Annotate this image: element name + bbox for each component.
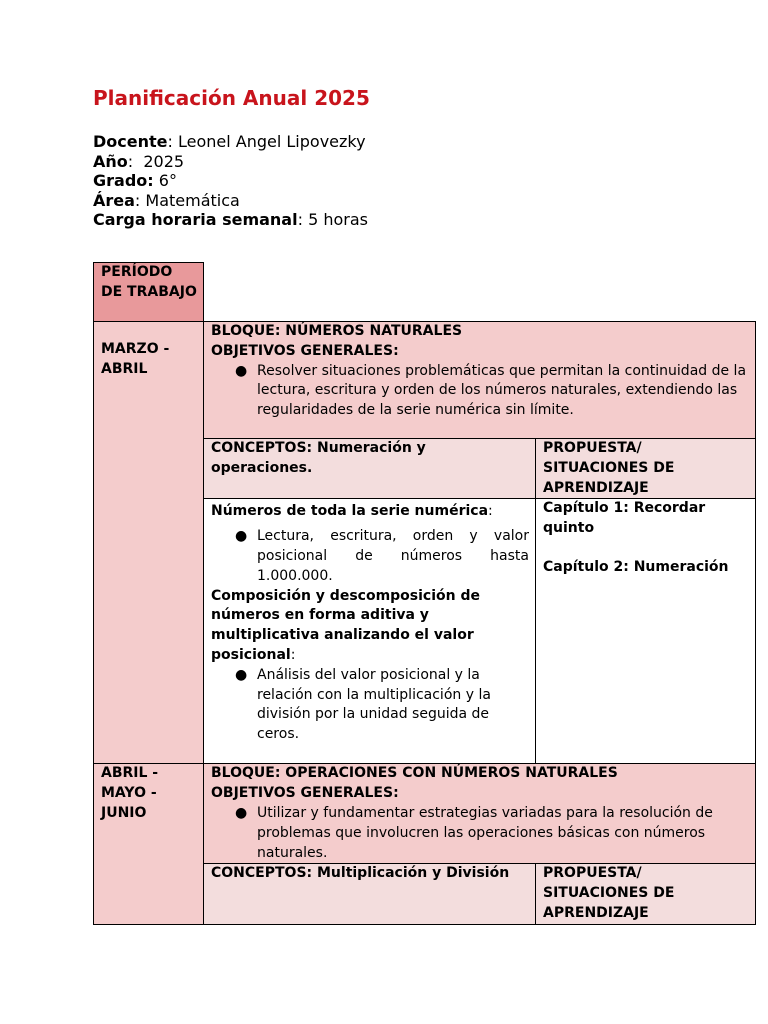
period-cell: MARZO - ABRIL (94, 322, 204, 764)
meta-sep: : (297, 210, 309, 230)
objetivos-label: OBJETIVOS GENERALES: (211, 785, 399, 802)
topic-list (211, 527, 529, 586)
chapter-item: Capítulo 1: Recordar quinto (543, 500, 706, 537)
meta-anio (93, 152, 755, 172)
planning-table (93, 262, 756, 925)
meta-label: Grado: (93, 171, 154, 191)
topic-heading (211, 502, 529, 522)
bloque-title: BLOQUE: NÚMEROS NATURALES (211, 323, 463, 339)
period-label: ABRIL - MAYO - JUNIO (101, 765, 159, 821)
meta-label: Docente (93, 132, 168, 151)
meta-value: Matemática (145, 190, 240, 210)
meta-sep: : (127, 151, 144, 171)
document-title: Planificación Anual 2025 (93, 86, 370, 110)
topic-list (211, 666, 529, 745)
document-meta (93, 132, 755, 230)
meta-label: Área (93, 190, 135, 210)
meta-sep: : (167, 132, 178, 151)
meta-area (93, 191, 755, 211)
table-row (94, 322, 756, 439)
period-cell (94, 764, 204, 924)
topic-heading (211, 587, 529, 666)
chapter-item: Capítulo 2: Numeración (543, 558, 729, 575)
meta-docente (93, 132, 755, 152)
list-item: ● Resolver situaciones problemáticas que permitan la continuidad de la lectura, escritura y orden de los números naturales, extendiendo las regularidades de la serie numérica sin límite. (257, 362, 749, 421)
list-item: ● Lectura, escritura, orden y valor posicional de números hasta 1.000.000. (257, 527, 529, 586)
header-empty (204, 263, 756, 322)
meta-carga-horaria (93, 210, 755, 230)
meta-label: Año (93, 151, 128, 171)
conceptos-cell: CONCEPTOS: Multiplicación y División (204, 864, 536, 924)
meta-value: 6° (158, 171, 177, 191)
conceptos-cell: CONCEPTOS: Numeración y operaciones. (204, 439, 536, 499)
propuesta-cell: PROPUESTA/ SITUACIONES DE APRENDIZAJE (536, 864, 756, 924)
topic-title: Números de toda la serie numérica (211, 503, 489, 520)
objetivos-list (211, 804, 749, 863)
meta-value: 5 horas (308, 210, 368, 230)
list-item: ● Utilizar y fundamentar estrategias variadas para la resolución de problemas que involucren las operaciones básicas con números naturales. (257, 804, 749, 863)
meta-sep: : (134, 190, 146, 210)
spacer (543, 539, 749, 558)
meta-value: 2025 (143, 151, 185, 171)
conceptos-content (204, 499, 536, 764)
topic-colon: : (488, 503, 493, 520)
bloque-cell (204, 322, 756, 439)
table-row (94, 764, 756, 864)
bloque-cell (204, 764, 756, 864)
table-header-row (94, 263, 756, 322)
meta-label: Carga horaria semanal (93, 210, 298, 230)
topic-title: Composición y descomposición de números en forma aditiva y multiplicativa analizando el valor posicional (211, 587, 481, 663)
meta-value: Leonel Angel Lipovezky (177, 132, 366, 151)
bloque-title: BLOQUE: OPERACIONES CON NÚMEROS NATURALES (211, 765, 618, 782)
propuesta-cell: PROPUESTA/ SITUACIONES DE APRENDIZAJE (536, 439, 756, 499)
objetivos-label: OBJETIVOS GENERALES: (211, 342, 399, 359)
meta-grado (93, 171, 755, 191)
period-header: PERÍODO DE TRABAJO (94, 263, 204, 322)
document-page (93, 84, 755, 230)
list-item: ● Análisis del valor posicional y la relación con la multiplicación y la división por la unidad seguida de ceros. (257, 666, 529, 745)
propuesta-content (536, 499, 756, 764)
topic-colon: : (290, 646, 296, 663)
objetivos-list (211, 362, 749, 421)
